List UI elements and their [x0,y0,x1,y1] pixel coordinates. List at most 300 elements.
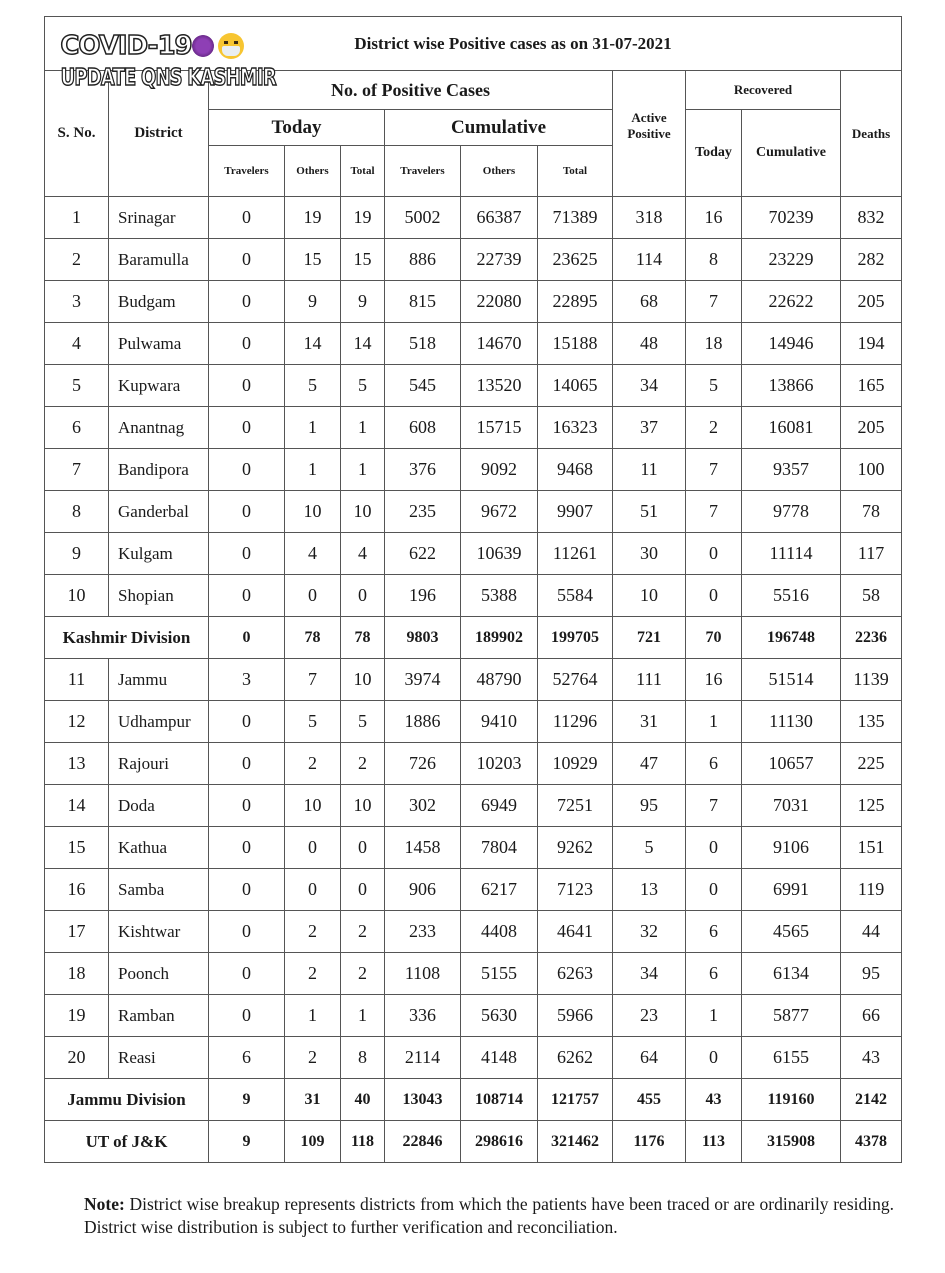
cell-active-positive: 95 [613,785,686,827]
header-positive-cases: No. of Positive Cases [209,71,613,110]
cell-today-total: 2 [341,743,385,785]
cell-recovered-today: 7 [686,281,742,323]
cell-active-positive: 23 [613,995,686,1037]
cell-recovered-today: 0 [686,1037,742,1079]
cell-today-others: 9 [285,281,341,323]
cell-deaths: 43 [841,1037,902,1079]
cell-sno: 13 [45,743,109,785]
total-deaths: 2142 [841,1079,902,1121]
cell-cumulative-total: 23625 [538,239,613,281]
cell-recovered-today: 7 [686,449,742,491]
cell-deaths: 78 [841,491,902,533]
cell-today-others: 19 [285,197,341,239]
cell-cumulative-others: 66387 [461,197,538,239]
cell-deaths: 205 [841,407,902,449]
header-recovered-cumulative: Cumulative [742,110,841,197]
table-row [45,743,902,785]
total-today-travelers: 0 [209,617,285,659]
total-label: UT of J&K [45,1121,209,1163]
cell-deaths: 151 [841,827,902,869]
cell-cumulative-travelers: 608 [385,407,461,449]
cell-deaths: 66 [841,995,902,1037]
cell-today-others: 7 [285,659,341,701]
cell-district: Kathua [109,827,209,869]
cell-recovered-today: 7 [686,785,742,827]
header-active-positive-label: Active Positive [627,109,671,141]
cell-today-total: 2 [341,911,385,953]
cell-deaths: 282 [841,239,902,281]
cell-sno: 19 [45,995,109,1037]
total-cumulative-others: 189902 [461,617,538,659]
total-deaths: 4378 [841,1121,902,1163]
cell-active-positive: 51 [613,491,686,533]
cell-today-total: 0 [341,869,385,911]
cell-cumulative-others: 5388 [461,575,538,617]
cell-cumulative-others: 6217 [461,869,538,911]
cell-sno: 6 [45,407,109,449]
cell-district: Kishtwar [109,911,209,953]
cell-today-others: 10 [285,785,341,827]
table-row [45,533,902,575]
cell-district: Samba [109,869,209,911]
total-today-others: 78 [285,617,341,659]
cell-sno: 14 [45,785,109,827]
table-row [45,491,902,533]
table-row [45,407,902,449]
cell-sno: 4 [45,323,109,365]
cell-district: Ganderbal [109,491,209,533]
cell-recovered-cumulative: 14946 [742,323,841,365]
cell-recovered-cumulative: 11130 [742,701,841,743]
total-cumulative-travelers: 22846 [385,1121,461,1163]
cell-cumulative-others: 9092 [461,449,538,491]
table-row [45,1037,902,1079]
cell-district: Bandipora [109,449,209,491]
cell-cumulative-total: 7123 [538,869,613,911]
table-row [45,365,902,407]
cell-recovered-cumulative: 16081 [742,407,841,449]
note-text: District wise breakup represents districts from which the patients have been traced or are ordinarily residing. District wise distribution is subject to further verification and reconciliation. [84,1194,894,1237]
cell-today-travelers: 0 [209,491,285,533]
total-recovered-cumulative: 315908 [742,1121,841,1163]
header-today: Today [209,110,385,146]
cell-active-positive: 32 [613,911,686,953]
cell-cumulative-total: 9907 [538,491,613,533]
total-recovered-today: 43 [686,1079,742,1121]
header-today-others: Others [285,146,341,197]
cell-cumulative-others: 48790 [461,659,538,701]
cell-active-positive: 34 [613,953,686,995]
cell-cumulative-others: 22739 [461,239,538,281]
total-cumulative-total: 121757 [538,1079,613,1121]
header-sno: S. No. [45,71,109,197]
cell-recovered-cumulative: 23229 [742,239,841,281]
cell-active-positive: 34 [613,365,686,407]
cell-cumulative-total: 6262 [538,1037,613,1079]
cell-today-travelers: 0 [209,533,285,575]
cell-deaths: 117 [841,533,902,575]
total-today-travelers: 9 [209,1121,285,1163]
cell-district: Udhampur [109,701,209,743]
cell-today-others: 1 [285,995,341,1037]
cell-cumulative-total: 9468 [538,449,613,491]
table-row [45,575,902,617]
cell-cumulative-total: 71389 [538,197,613,239]
cell-cumulative-total: 22895 [538,281,613,323]
header-recovered: Recovered [686,71,841,110]
face-with-mask-emoji-icon [218,33,244,59]
cell-district: Doda [109,785,209,827]
cell-cumulative-total: 10929 [538,743,613,785]
cell-district: Poonch [109,953,209,995]
cell-today-total: 14 [341,323,385,365]
cell-today-total: 10 [341,785,385,827]
cell-recovered-cumulative: 13866 [742,365,841,407]
cell-today-others: 1 [285,407,341,449]
cell-recovered-cumulative: 9778 [742,491,841,533]
cell-recovered-cumulative: 6134 [742,953,841,995]
cell-recovered-today: 0 [686,533,742,575]
total-cumulative-total: 321462 [538,1121,613,1163]
cell-cumulative-total: 9262 [538,827,613,869]
cell-today-total: 19 [341,197,385,239]
total-active-positive: 721 [613,617,686,659]
cell-today-travelers: 0 [209,575,285,617]
cell-district: Jammu [109,659,209,701]
cell-recovered-today: 1 [686,995,742,1037]
cell-recovered-cumulative: 11114 [742,533,841,575]
cell-sno: 12 [45,701,109,743]
total-cumulative-travelers: 13043 [385,1079,461,1121]
note-label: Note: [84,1194,125,1214]
cell-cumulative-others: 7804 [461,827,538,869]
cell-active-positive: 114 [613,239,686,281]
header-district: District [109,71,209,197]
cell-recovered-today: 7 [686,491,742,533]
cell-active-positive: 48 [613,323,686,365]
cell-active-positive: 5 [613,827,686,869]
cell-recovered-cumulative: 70239 [742,197,841,239]
cell-deaths: 832 [841,197,902,239]
cell-cumulative-travelers: 545 [385,365,461,407]
table-row [45,701,902,743]
cell-recovered-today: 2 [686,407,742,449]
cell-active-positive: 13 [613,869,686,911]
cell-cumulative-others: 5155 [461,953,538,995]
header-recovered-today: Today [686,110,742,197]
cell-cumulative-total: 5584 [538,575,613,617]
total-today-total: 78 [341,617,385,659]
cell-today-total: 5 [341,701,385,743]
cell-cumulative-others: 6949 [461,785,538,827]
cell-today-total: 0 [341,827,385,869]
cell-deaths: 119 [841,869,902,911]
cell-sno: 11 [45,659,109,701]
cell-sno: 10 [45,575,109,617]
table-row [45,197,902,239]
cell-sno: 3 [45,281,109,323]
cell-today-total: 1 [341,407,385,449]
cell-deaths: 1139 [841,659,902,701]
cell-today-total: 10 [341,659,385,701]
cell-deaths: 205 [841,281,902,323]
cell-today-others: 5 [285,701,341,743]
cell-cumulative-others: 5630 [461,995,538,1037]
cell-cumulative-others: 22080 [461,281,538,323]
cell-active-positive: 11 [613,449,686,491]
ut-total-row [45,1121,902,1163]
cell-active-positive: 37 [613,407,686,449]
table-row [45,239,902,281]
cell-cumulative-total: 4641 [538,911,613,953]
header-deaths: Deaths [841,71,902,197]
cell-recovered-cumulative: 6155 [742,1037,841,1079]
cell-today-travelers: 0 [209,323,285,365]
cell-today-total: 2 [341,953,385,995]
table-row [45,659,902,701]
cell-cumulative-total: 7251 [538,785,613,827]
cell-cumulative-others: 10203 [461,743,538,785]
table-row [45,785,902,827]
cell-today-travelers: 0 [209,911,285,953]
total-label: Jammu Division [45,1079,209,1121]
cell-active-positive: 68 [613,281,686,323]
cell-today-travelers: 3 [209,659,285,701]
cell-cumulative-travelers: 302 [385,785,461,827]
cell-cumulative-travelers: 376 [385,449,461,491]
cell-cumulative-travelers: 622 [385,533,461,575]
watermark-line-2: UPDATE QNS KASHMIR [60,65,276,91]
cell-sno: 20 [45,1037,109,1079]
cell-recovered-today: 1 [686,701,742,743]
cell-today-total: 9 [341,281,385,323]
watermark [32,30,292,94]
cell-cumulative-others: 4408 [461,911,538,953]
cell-recovered-cumulative: 9357 [742,449,841,491]
header-cumulative-total: Total [538,146,613,197]
total-recovered-today: 70 [686,617,742,659]
total-today-others: 109 [285,1121,341,1163]
cell-today-travelers: 0 [209,281,285,323]
cell-today-total: 0 [341,575,385,617]
cell-cumulative-others: 9410 [461,701,538,743]
total-active-positive: 455 [613,1079,686,1121]
cell-recovered-today: 16 [686,197,742,239]
footnote [84,1193,894,1239]
header-cumulative-travelers: Travelers [385,146,461,197]
cell-today-others: 0 [285,575,341,617]
cell-today-travelers: 6 [209,1037,285,1079]
cell-today-others: 15 [285,239,341,281]
table-row [45,281,902,323]
cell-cumulative-others: 10639 [461,533,538,575]
cell-recovered-cumulative: 4565 [742,911,841,953]
cell-recovered-today: 0 [686,869,742,911]
table-row [45,827,902,869]
cell-district: Pulwama [109,323,209,365]
header-active-positive [613,71,686,197]
cell-sno: 8 [45,491,109,533]
cell-recovered-cumulative: 10657 [742,743,841,785]
cell-recovered-today: 6 [686,911,742,953]
total-recovered-cumulative: 196748 [742,617,841,659]
cell-cumulative-travelers: 2114 [385,1037,461,1079]
cell-active-positive: 30 [613,533,686,575]
table-row [45,911,902,953]
cell-today-travelers: 0 [209,449,285,491]
cell-cumulative-travelers: 906 [385,869,461,911]
header-cumulative: Cumulative [385,110,613,146]
cell-deaths: 135 [841,701,902,743]
total-cumulative-total: 199705 [538,617,613,659]
cell-today-total: 8 [341,1037,385,1079]
cell-today-travelers: 0 [209,365,285,407]
total-today-total: 40 [341,1079,385,1121]
cell-recovered-cumulative: 9106 [742,827,841,869]
table-row [45,449,902,491]
watermark-line-1 [12,30,292,62]
cell-district: Budgam [109,281,209,323]
cell-sno: 9 [45,533,109,575]
total-today-travelers: 9 [209,1079,285,1121]
cell-today-others: 2 [285,911,341,953]
cell-cumulative-total: 11296 [538,701,613,743]
cell-recovered-today: 6 [686,743,742,785]
cell-recovered-cumulative: 51514 [742,659,841,701]
cell-cumulative-total: 5966 [538,995,613,1037]
cell-active-positive: 64 [613,1037,686,1079]
cell-today-total: 10 [341,491,385,533]
cell-today-total: 5 [341,365,385,407]
cell-cumulative-travelers: 1458 [385,827,461,869]
cell-district: Kulgam [109,533,209,575]
jammu-division-total-row [45,1079,902,1121]
cell-today-travelers: 0 [209,197,285,239]
cell-recovered-cumulative: 5877 [742,995,841,1037]
total-active-positive: 1176 [613,1121,686,1163]
cell-cumulative-travelers: 336 [385,995,461,1037]
cell-today-others: 2 [285,743,341,785]
total-deaths: 2236 [841,617,902,659]
cell-deaths: 44 [841,911,902,953]
cell-today-travelers: 0 [209,827,285,869]
cell-active-positive: 47 [613,743,686,785]
virus-emoji-icon [192,35,214,57]
table-row [45,323,902,365]
total-label: Kashmir Division [45,617,209,659]
cell-today-others: 14 [285,323,341,365]
cell-recovered-cumulative: 7031 [742,785,841,827]
cell-today-travelers: 0 [209,743,285,785]
cell-recovered-today: 0 [686,575,742,617]
cell-cumulative-total: 11261 [538,533,613,575]
cell-sno: 5 [45,365,109,407]
cell-cumulative-total: 15188 [538,323,613,365]
cell-cumulative-travelers: 518 [385,323,461,365]
cell-deaths: 225 [841,743,902,785]
cell-cumulative-others: 4148 [461,1037,538,1079]
cell-district: Kupwara [109,365,209,407]
table-body [45,197,902,1163]
total-today-total: 118 [341,1121,385,1163]
cell-recovered-today: 6 [686,953,742,995]
cell-district: Srinagar [109,197,209,239]
cell-active-positive: 111 [613,659,686,701]
cell-active-positive: 10 [613,575,686,617]
cell-deaths: 100 [841,449,902,491]
cell-cumulative-others: 15715 [461,407,538,449]
cell-cumulative-travelers: 726 [385,743,461,785]
cell-today-travelers: 0 [209,953,285,995]
cell-cumulative-travelers: 1108 [385,953,461,995]
cell-recovered-cumulative: 5516 [742,575,841,617]
cell-district: Ramban [109,995,209,1037]
total-cumulative-others: 298616 [461,1121,538,1163]
total-cumulative-travelers: 9803 [385,617,461,659]
cell-today-others: 2 [285,1037,341,1079]
table-title: District wise Positive cases as on 31-07-2021 [354,33,672,53]
cell-cumulative-travelers: 3974 [385,659,461,701]
table-row [45,869,902,911]
cell-today-others: 0 [285,827,341,869]
cell-sno: 18 [45,953,109,995]
cell-deaths: 58 [841,575,902,617]
total-today-others: 31 [285,1079,341,1121]
cell-today-travelers: 0 [209,869,285,911]
cell-today-others: 1 [285,449,341,491]
cell-today-others: 10 [285,491,341,533]
cell-deaths: 165 [841,365,902,407]
cell-recovered-today: 5 [686,365,742,407]
cell-today-total: 1 [341,449,385,491]
cell-sno: 7 [45,449,109,491]
header-cumulative-others: Others [461,146,538,197]
total-cumulative-others: 108714 [461,1079,538,1121]
cell-today-travelers: 0 [209,701,285,743]
cell-cumulative-others: 13520 [461,365,538,407]
cell-cumulative-total: 14065 [538,365,613,407]
cell-cumulative-travelers: 886 [385,239,461,281]
cell-sno: 16 [45,869,109,911]
watermark-covid-text: COVID-19 [60,31,192,61]
cell-sno: 2 [45,239,109,281]
cell-cumulative-travelers: 235 [385,491,461,533]
table-row [45,995,902,1037]
cell-recovered-today: 8 [686,239,742,281]
cell-district: Shopian [109,575,209,617]
cell-sno: 1 [45,197,109,239]
table-row [45,953,902,995]
cell-district: Baramulla [109,239,209,281]
cell-today-total: 4 [341,533,385,575]
total-recovered-cumulative: 119160 [742,1079,841,1121]
district-cases-table [44,16,902,1163]
cell-cumulative-total: 16323 [538,407,613,449]
cell-today-others: 5 [285,365,341,407]
cell-recovered-cumulative: 22622 [742,281,841,323]
header-today-total: Total [341,146,385,197]
cell-sno: 15 [45,827,109,869]
cell-district: Anantnag [109,407,209,449]
cell-cumulative-travelers: 196 [385,575,461,617]
cell-today-travelers: 0 [209,239,285,281]
cell-sno: 17 [45,911,109,953]
cell-recovered-cumulative: 6991 [742,869,841,911]
cell-cumulative-total: 52764 [538,659,613,701]
cell-cumulative-total: 6263 [538,953,613,995]
kashmir-division-total-row [45,617,902,659]
cell-today-travelers: 0 [209,407,285,449]
